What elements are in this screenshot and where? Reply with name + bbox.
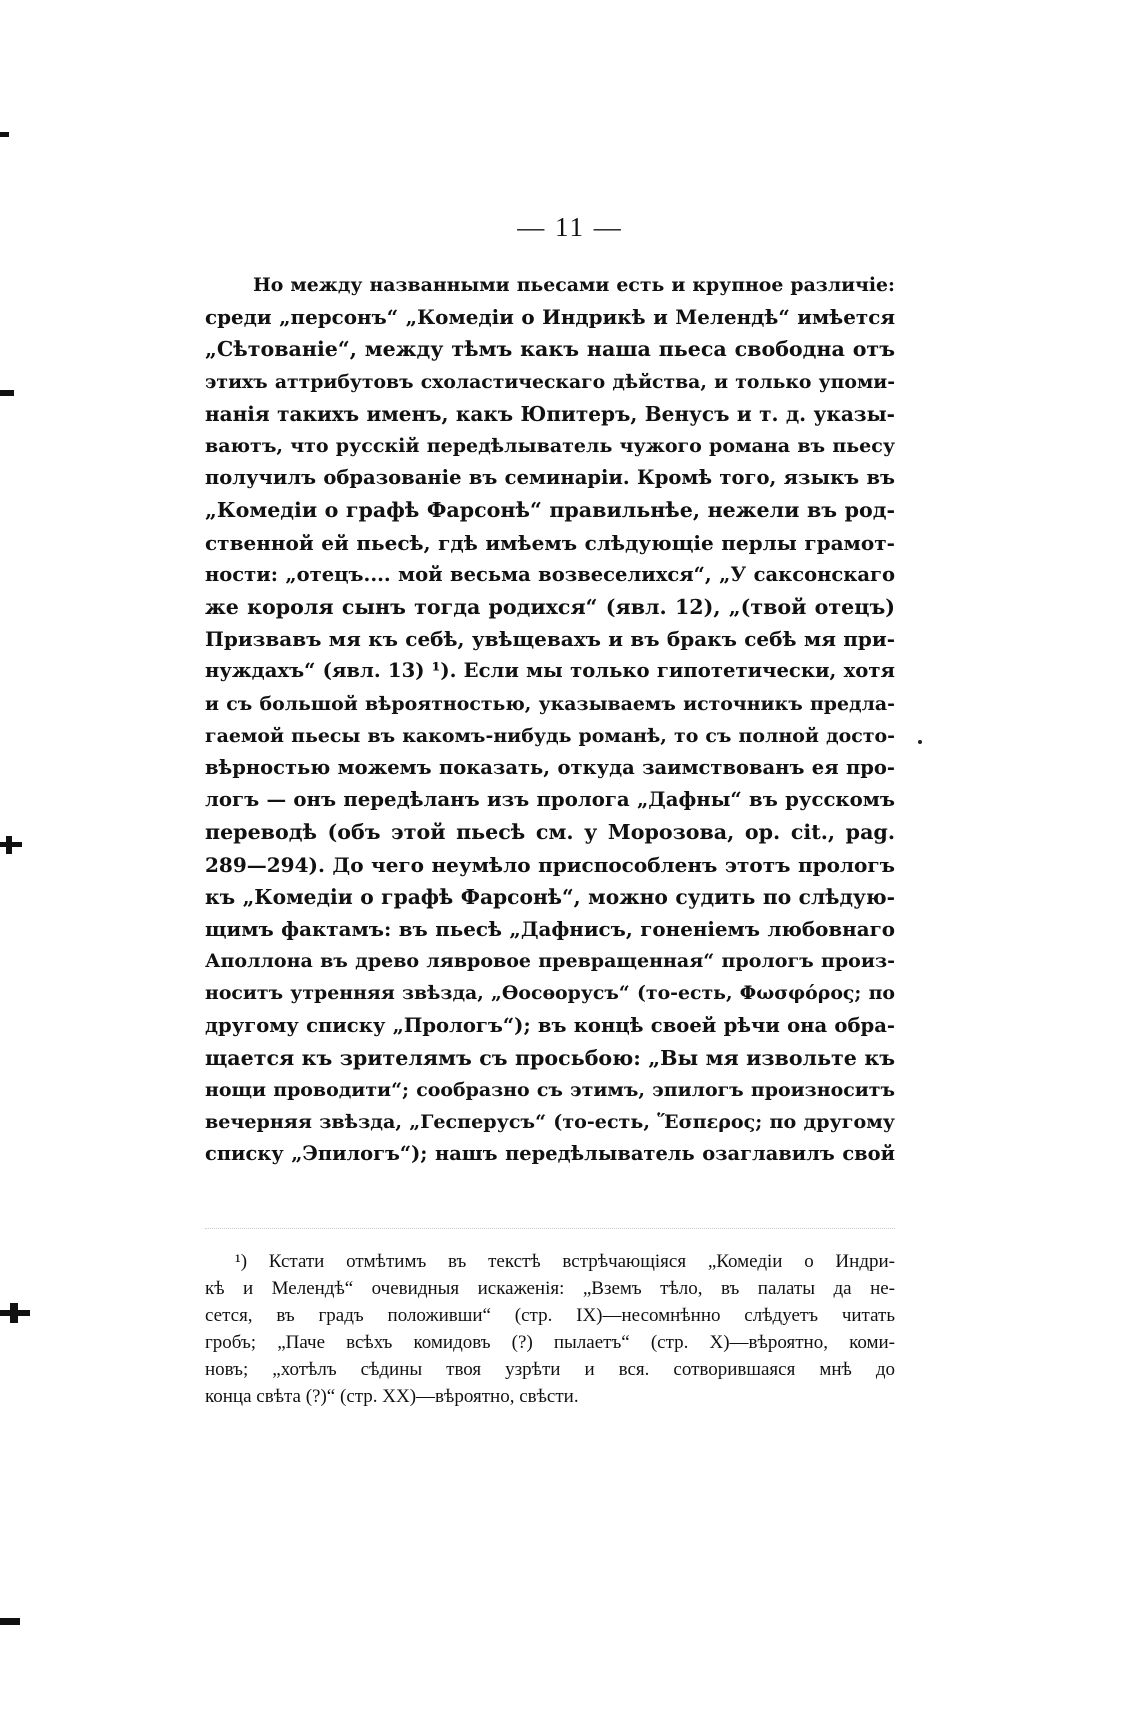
body-line: ности: „отецъ.... мой весьма возвеселихся“, „У саксонскаго xyxy=(205,562,895,586)
margin-mark xyxy=(0,132,9,137)
footnote-line: сется, въ градъ положивши“ (стр. IX)—несомнѣнно слѣдуетъ читать xyxy=(205,1305,895,1326)
body-line: нуждахъ“ (явл. 13) ¹). Если мы только гипотетически, хотя xyxy=(205,659,895,683)
body-line: логъ — онъ передѣланъ изъ пролога „Дафны“ въ русскомъ xyxy=(205,788,895,812)
body-line: среди „персонъ“ „Комедіи о Индрикѣ и Мелендѣ“ имѣется xyxy=(205,305,895,330)
body-line: получилъ образованіе въ семинаріи. Кромѣ того, языкъ въ xyxy=(205,466,895,490)
footnote-line: конца свѣта (?)“ (стр. XX)—вѣроятно, свѣсти. xyxy=(205,1386,579,1407)
body-line: „Сѣтованіе“, между тѣмъ какъ наша пьеса свободна отъ xyxy=(205,337,895,362)
body-line: нощи проводити“; сообразно съ этимъ, эпилогъ произноситъ xyxy=(205,1079,895,1102)
footnote-line: новъ; „хотѣлъ сѣдины твоя узрѣти и вся. сотворившаяся мнѣ до xyxy=(205,1359,895,1380)
body-text xyxy=(205,269,895,1171)
body-line: носитъ утренняя звѣзда, „Өосөорусъ“ (то-есть, Φωσφόρος; по xyxy=(205,982,895,1005)
footnotes xyxy=(205,1248,895,1410)
body-line: вечерняя звѣзда, „Гесперусъ“ (то-есть, Ἕσπερος; по другому xyxy=(205,1111,895,1134)
body-line: списку „Эпилогъ“); нашъ передѣлыватель озаглавилъ свой xyxy=(205,1142,895,1166)
margin-mark xyxy=(10,1303,18,1323)
body-line: и съ большой вѣроятностью, указываемъ источникъ предла- xyxy=(205,692,895,715)
body-line: нанія такихъ именъ, какъ Юпитеръ, Венусъ и т. д. указы- xyxy=(205,401,895,426)
body-line: Аполлона въ древо лявровое превращенная“ прологъ произ- xyxy=(205,950,895,973)
margin-mark xyxy=(0,390,14,396)
body-line: „Комедіи о графѣ Фарсонѣ“ правильнѣе, нежели въ род- xyxy=(205,498,895,523)
body-line: Призвавъ мя къ себѣ, увѣщевахъ и въ бракъ себѣ мя при- xyxy=(205,627,895,652)
body-line: къ „Комедіи о графѣ Фарсонѣ“, можно судить по слѣдую- xyxy=(205,884,895,909)
footnote-separator xyxy=(205,1228,895,1230)
footnote-line: кѣ и Мелендѣ“ очевидныя искаженія: „Вземъ тѣло, въ палаты да не- xyxy=(205,1278,895,1299)
body-line: ственной ей пьесѣ, гдѣ имѣемъ слѣдующіе перлы грамот- xyxy=(205,530,895,555)
body-line: же короля сынъ тогда родихся“ (явл. 12), „(твой отецъ) xyxy=(205,595,895,620)
margin-mark xyxy=(6,836,12,854)
body-line: щается къ зрителямъ съ просьбою: „Вы мя извольте къ xyxy=(205,1045,895,1070)
body-line: этихъ аттрибутовъ схоластическаго дѣйства, и только упоми- xyxy=(205,370,895,393)
body-line: другому списку „Прологъ“); въ концѣ своей рѣчи она обра- xyxy=(205,1013,895,1037)
scan-speck xyxy=(918,740,922,744)
page-number: — 11 — xyxy=(517,212,623,242)
margin-mark xyxy=(0,1618,20,1625)
body-line: щимъ фактамъ: въ пьесѣ „Дафнисъ, гоненіемъ любовнаго xyxy=(205,917,895,942)
body-line: ваютъ, что русскій передѣлыватель чужого романа въ пьесу xyxy=(205,435,895,458)
body-line: гаемой пьесы въ какомъ-нибудь романѣ, то съ полной досто- xyxy=(205,724,895,747)
body-line: переводѣ (объ этой пьесѣ см. у Морозова, op. cit., pag. xyxy=(205,820,895,845)
body-line: Но между названными пьесами есть и крупное различіе: xyxy=(253,274,895,296)
body-line: вѣрностью можемъ показать, откуда заимствованъ ея про- xyxy=(205,756,895,780)
footnote-line: гробъ; „Паче всѣхъ комидовъ (?) пылаетъ“ (стр. X)—вѣроятно, коми- xyxy=(205,1332,895,1353)
footnote-line: ¹) Кстати отмѣтимъ въ текстѣ встрѣчающіяся „Комедіи о Индри- xyxy=(235,1251,895,1272)
body-line: 289—294). До чего неумѣло приспособленъ этотъ прологъ xyxy=(205,852,895,877)
